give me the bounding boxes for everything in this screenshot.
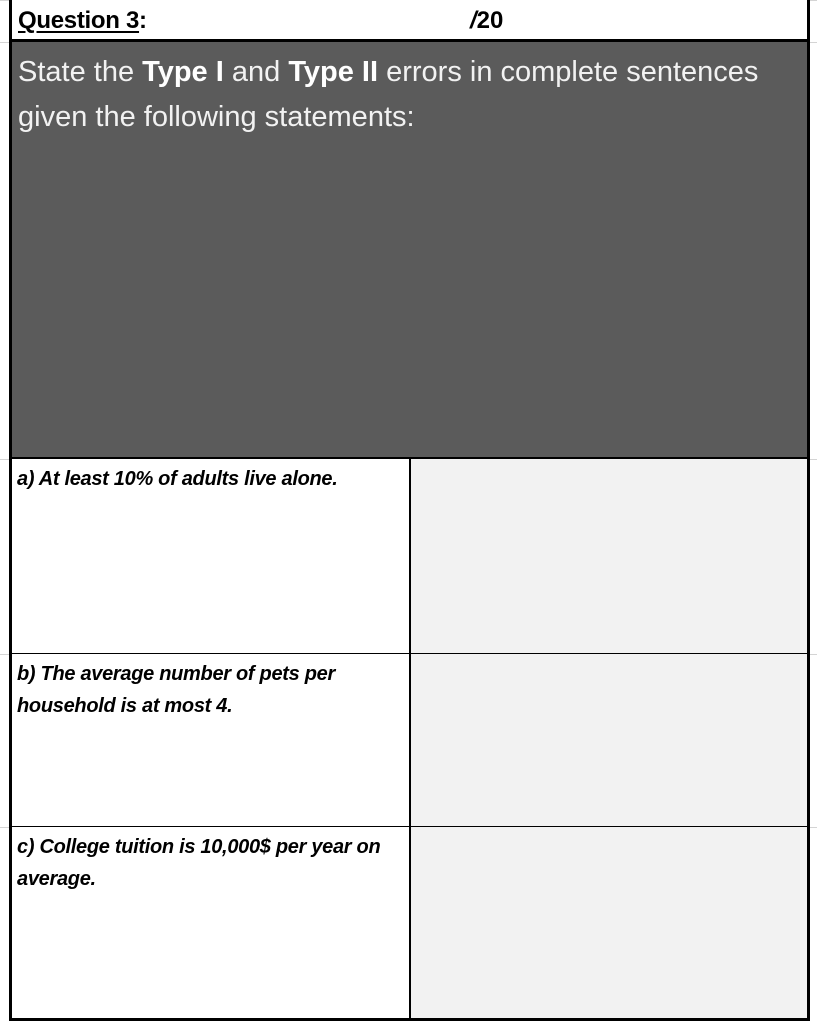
statement-cell-b[interactable] (12, 654, 411, 826)
statement-row-c (12, 827, 807, 1018)
question-colon: : (139, 7, 147, 34)
statement-cell-c[interactable] (12, 827, 411, 1018)
score-slash: / (470, 7, 477, 34)
prompt-part-1: State the (18, 56, 143, 88)
prompt-part-2: and (223, 56, 289, 88)
statement-row-a (12, 459, 807, 654)
prompt-type-ii: Type II (288, 56, 379, 88)
question-header (12, 0, 807, 42)
score-total (470, 7, 503, 35)
statement-text-c: c) College tuition is 10,000$ per year on average. (17, 836, 381, 890)
prompt-part-3: errors in complete sentences given the following statements: (18, 56, 759, 133)
answer-cell-b[interactable] (411, 654, 807, 826)
question-sheet (9, 0, 810, 1021)
statement-cell-a[interactable] (12, 459, 411, 653)
prompt-text (18, 50, 778, 140)
score-value: 20 (476, 7, 504, 34)
question-number: Question 3 (18, 7, 140, 34)
statement-text-a: a) At least 10% of adults live alone. (17, 468, 338, 490)
statement-text-b: b) The average number of pets per household is at most 4. (17, 663, 335, 717)
answer-cell-a[interactable] (411, 459, 807, 653)
prompt-type-i: Type I (142, 56, 224, 88)
question-title (18, 7, 147, 35)
answer-cell-c[interactable] (411, 827, 807, 1018)
prompt-block (12, 42, 807, 459)
statement-row-b (12, 654, 807, 827)
